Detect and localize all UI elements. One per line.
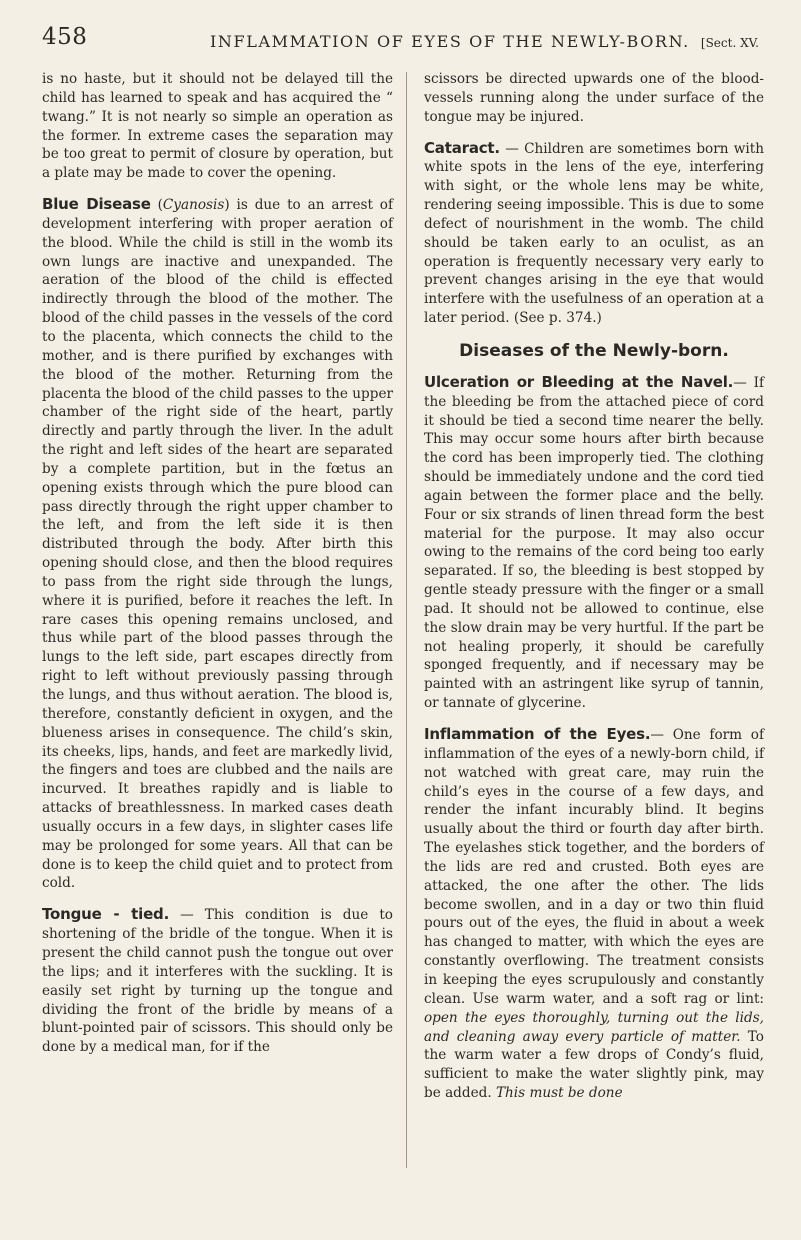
paragraph-text: To the warm water a few drops of Condy’s fluid, sufficient to make the water slightly pink, may be added. <box>424 1028 764 1102</box>
paragraph-blue-disease: Blue Disease (Cyanosis) is due to an arrest of development interfering with proper aeration of the blood. While the child is still in the womb its own lungs are inactive and unexpanded. The aeration of the blood of the child is effected indirectly through the blood of the mother. The blood of the child passes in the vessels of the cord to the placenta, which connects the child to the mother, and is there purified by exchanges with the blood of the mother. Returning from the placenta the blood of the child passes to the upper chamber of the right side of the heart, partly directly and partly through the liver. In the adult the right and left sides of the heart are separated by a complete partition, but in the fœtus an opening exists through which the pure blood can pass directly through the right upper chamber to the left, and from the left side it is then distributed through the body. After birth this opening should close, and then the blood requires to pass from the right side through the lungs, where it is purified, before it reaches the left. In rare cases this opening remains unclosed, and thus while part of the blood passes through the lungs to the left side, part escapes directly from right to left without previously passing through the lungs, and thus without aeration. The blood is, therefore, constantly deficient in oxygen, and the blueness arises in consequence. The child’s skin, its cheeks, lips, hands, and feet are markedly livid, the fingers and toes are clubbed and the nails are incurved. It breathes rapidly and is liable to attacks of breathlessness. In marked cases death usually occurs in a few days, in slighter cases life may be prolonged for some years. All that can be done is to keep the child quiet and to protect from cold. <box>42 195 394 892</box>
heading-tongue-tied: Tongue - tied. <box>42 905 170 924</box>
paragraph-ulceration <box>424 373 764 713</box>
right-column <box>424 70 764 1103</box>
left-column <box>42 70 393 1057</box>
paragraph-text: — One form of inflammation of the eyes of a newly-born child, if not watched with great care, may ruin the child’s eyes in the course of a few days, and render the infant incurably blind. It begins usually about the third or fourth day after birth. The eyelashes stick together, and the borders of the lids are red and crusted. Both eyes are attacked, the one after the other. The lids become swollen, and in a day or two thin fluid pours out of the eyes, the fluid in about a week has changed to matter, with which the eyes are constantly overflowing. The treatment consists in keeping the eyes scrupulously and constantly clean. Use warm water, and a soft rag or lint: <box>424 727 764 1007</box>
heading-inflammation: Inflammation of the Eyes. <box>424 725 651 743</box>
paragraph: scissors be directed upwards one of the blood-vessels running along the under surface of the tongue may be injured. <box>424 71 764 125</box>
column-divider <box>406 72 407 1168</box>
paragraph-tongue-tied <box>42 905 393 1057</box>
paragraph-text: is due to an arrest of development interfering with proper aeration of the blood. While the child is still in the womb its own lungs are inactive and unexpanded. The aeration of the blood of the child is effected indirectly through the blood of the mother. The blood of the child passes in the vessels of the cord to the placenta, which connects the child to the mother, and is there purified by exchanges with the blood of the mother. Returning from the placenta the blood of the child passes to the upper chamber of the right side of the heart, partly directly and partly through the liver. In the adult the right and left sides of the heart are separated by a complete partition, but in the fœtus an opening exists through which the pure blood can pass directly through the right upper chamber to the left, and from the left side it is then distributed through the body. After birth this opening should close, and then the blood requires to pass from the right side through the lungs, where it is purified, before it reaches the left. In rare cases this opening remains unclosed, and thus while part of the blood passes through the lungs to the left side, part escapes directly from right to left without previously passing through the lungs, and thus without aeration. The blood is, therefore, constantly deficient in oxygen, and the blueness arises in consequence. The child’s skin, its cheeks, lips, hands, and feet are markedly livid, the fingers and toes are clubbed and the nails are incurved. It breathes rapidly and is liable to attacks of breathlessness. In marked cases death usually occurs in a few days, in slighter cases life may be prolonged for some years. All that can be done is to keep the child quiet and to protect from cold. <box>42 197 394 892</box>
paragraph-text: — Children are sometimes born with white spots in the lens of the eye, interfering with sight, or the whole lens may be white, rendering seeing impossible. This is due to some defect of nourishment in the womb. The child should be taken early to an oculist, as an operation is frequently necessary very early to prevent changes arising in the eye that would interfere with the usefulness of an operation at a later period. (See p. 374.) <box>424 140 764 327</box>
italic-instruction: open the eyes thoroughly, turning out the lids, and cleaning away every particle of matter. <box>424 1009 764 1045</box>
paragraph-text: — If the bleeding be from the attached piece of cord it should be tied a second time nearer the belly. This may occur some hours after birth because the cord has been improperly tied. The clothing should be immediately undone and the cord tied again between the former place and the belly. Four or six strands of linen thread form the best material for the purpose. It may also occur owing to the remains of the cord being too early separated. If so, the bleeding is best stopped by gentle steady pressure with the finger or a small pad. It should not be allowed to continue, else the slow drain may be very hurtful. If the part be not healing properly, it should be carefully sponged frequently, and if necessary may be painted with an astringent like syrup of tannin, or tannate of glycerine. <box>424 374 764 712</box>
heading-diseases-newly-born: Diseases of the Newly-born. <box>459 340 729 361</box>
italic-instruction: This must be done <box>495 1085 623 1102</box>
heading-cataract: Cataract. <box>424 138 500 157</box>
heading-ulceration: Ulceration or Bleeding at the Navel. <box>424 372 734 391</box>
section-label: [Sect. XV. <box>700 36 759 50</box>
paragraph: is no haste, but it should not be delayed till the child has learned to speak and has acquired the “ twang.” It is not nearly so simple an operation as the former. In extreme cases the separation may be too great to permit of closure by operation, but a plate may be made to cover the opening. <box>42 71 393 182</box>
latin-term: Cyanosis <box>162 197 225 214</box>
paragraph-inflammation <box>424 725 764 1103</box>
page-header <box>42 24 759 58</box>
heading-blue-disease: Blue Disease <box>42 195 151 214</box>
paragraph-text: — This condition is due to shortening of the bridle of the tongue. When it is present the child cannot push the tongue out over the lips; and it interferes with the suckling. It is easily set right by turning up the tongue and dividing the front of the bridle by means of a blunt-pointed pair of scissors. This should only be done by a medical man, for if the <box>42 907 393 1056</box>
paragraph-cataract <box>424 139 764 328</box>
running-title: INFLAMMATION OF EYES OF THE NEWLY-BORN. <box>210 32 690 51</box>
page-number: 458 <box>42 24 88 50</box>
